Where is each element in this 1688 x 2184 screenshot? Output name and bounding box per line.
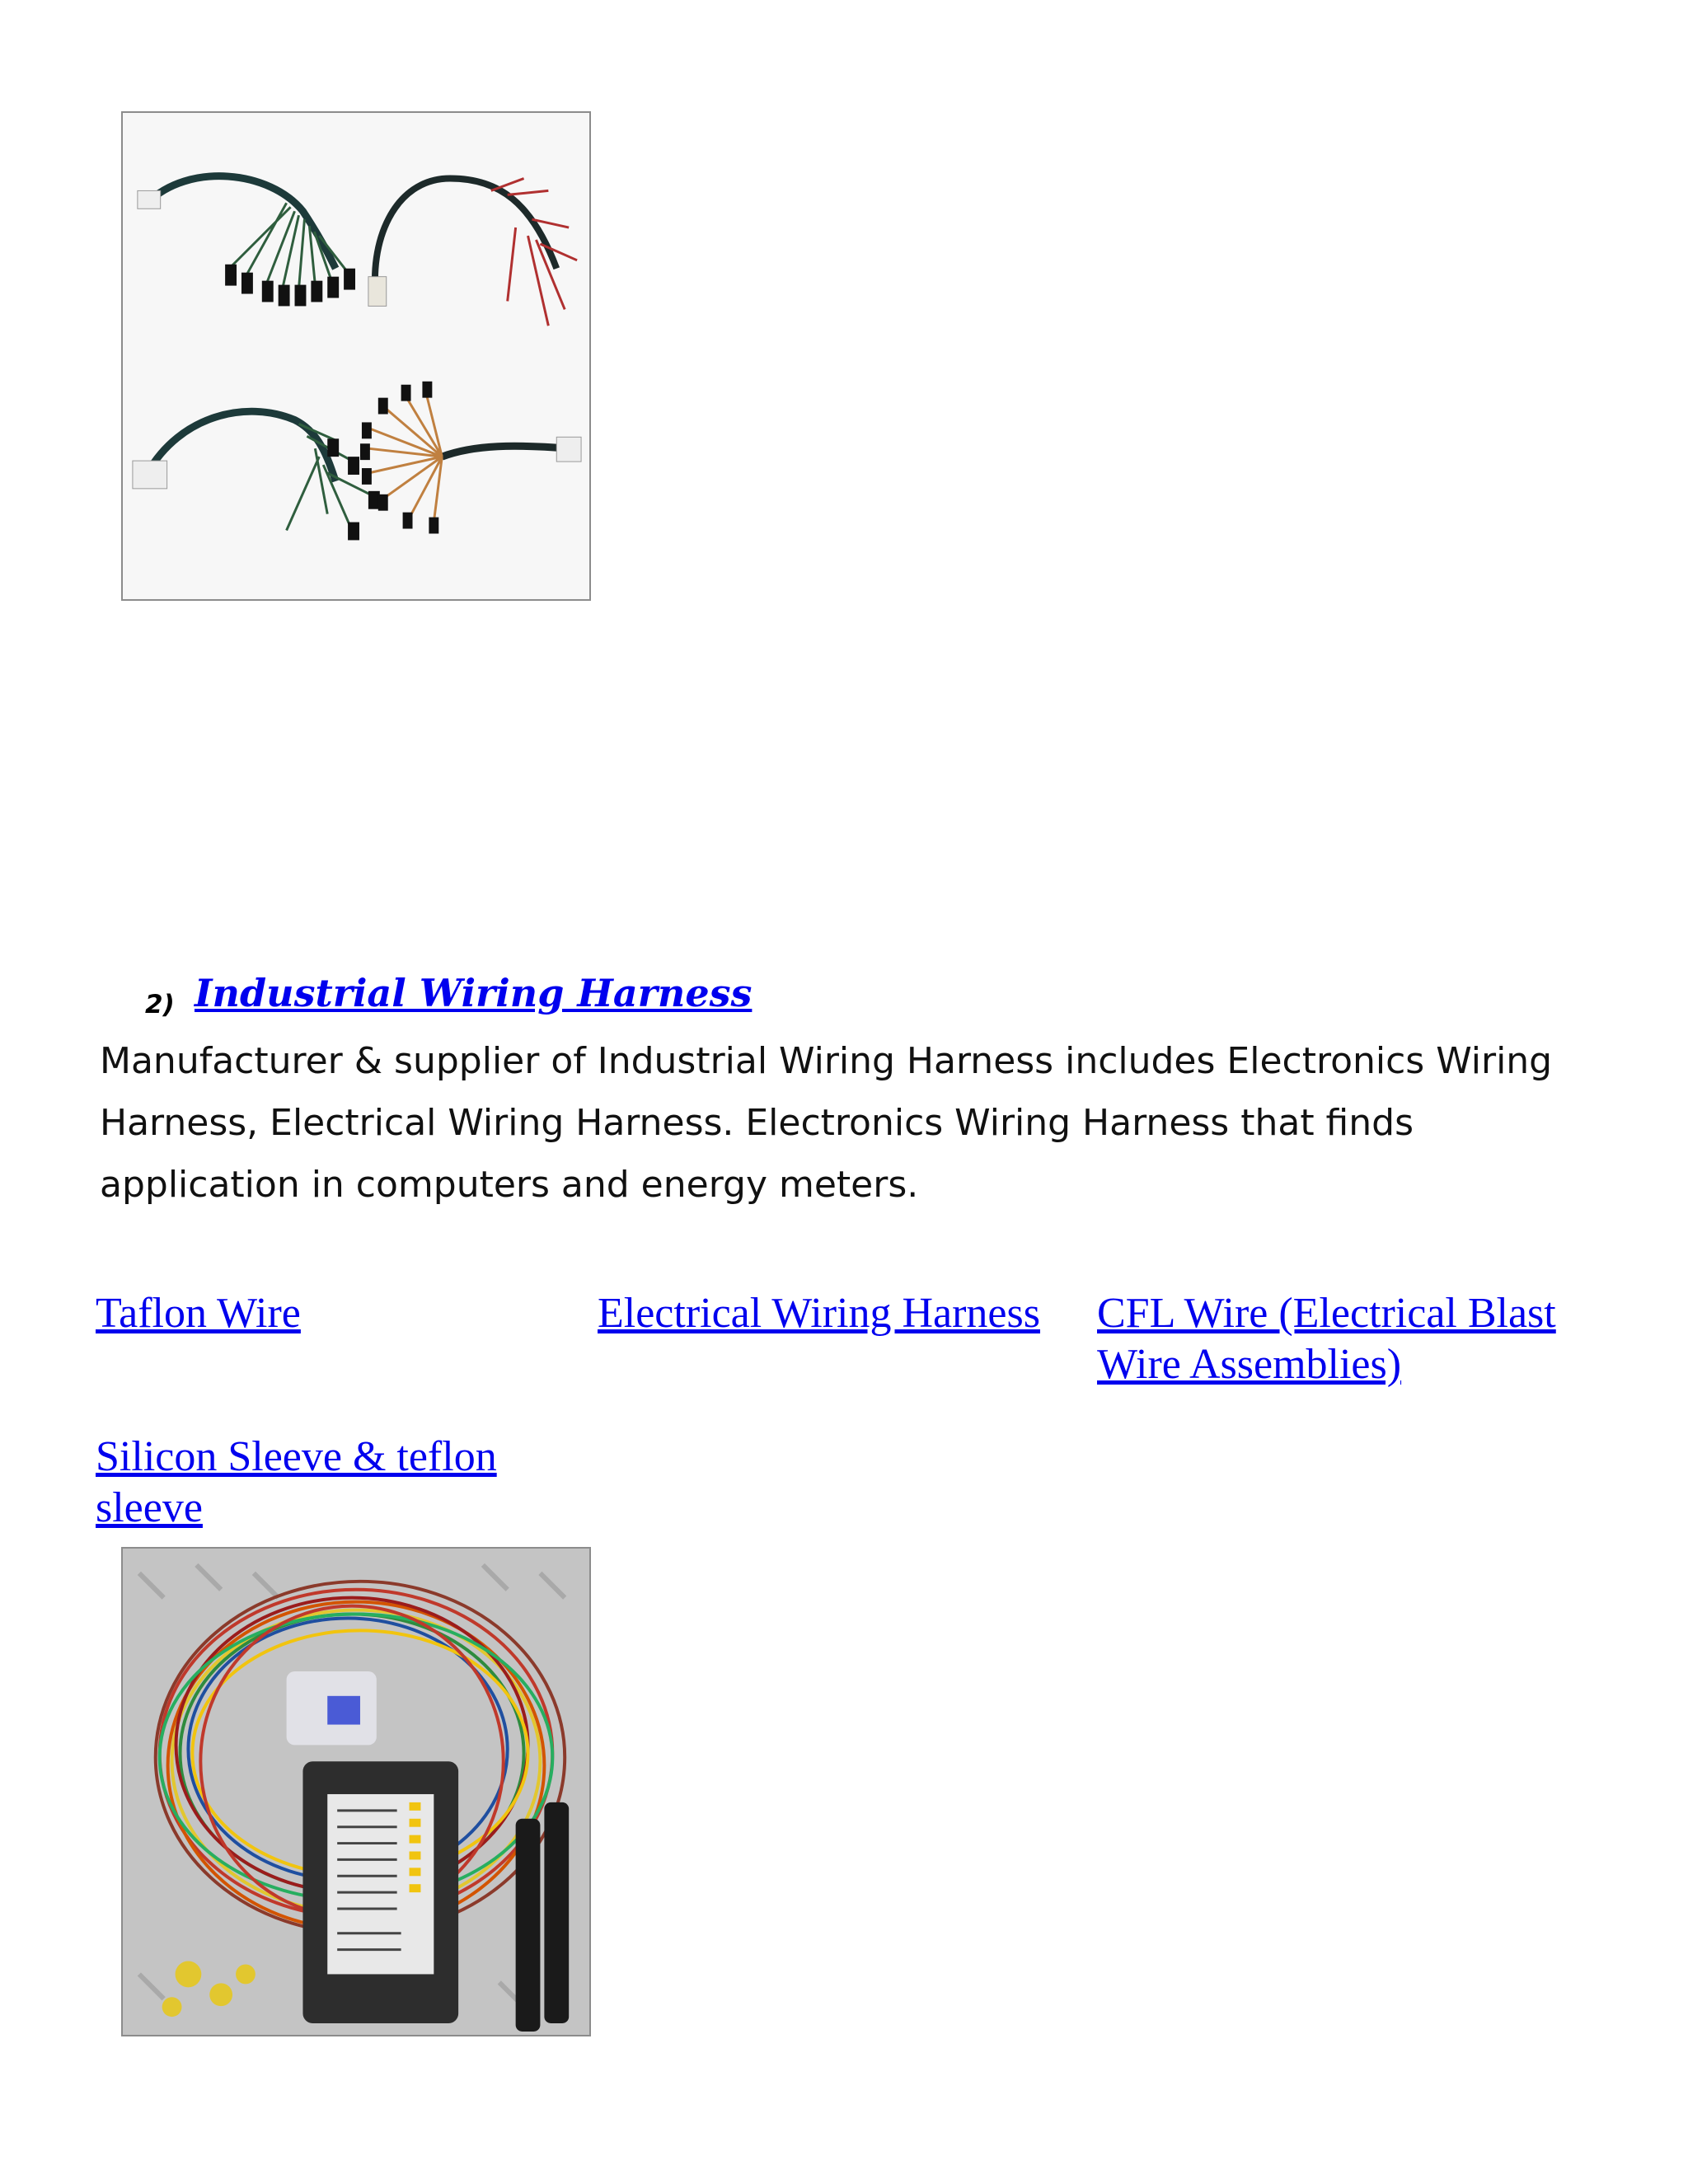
wiring-kit-illustration <box>123 1549 589 2035</box>
section-description: Manufacturer & supplier of Industrial Wiring Harness includes Electronics Wiring Harness, Electrical Wiring Harness. Electronics Wiring Harness that finds application in computers and energy meters. <box>100 1040 1553 1206</box>
wiring-harness-photo <box>121 111 591 601</box>
electrical-wiring-harness-link[interactable]: Electrical Wiring Harness <box>598 1290 1040 1337</box>
silicon-sleeve-link[interactable]: Silicon Sleeve & teflon sleeve <box>96 1433 497 1531</box>
taflon-wire-link[interactable]: Taflon Wire <box>96 1290 301 1337</box>
cfl-wire-link[interactable]: CFL Wire (Electrical Blast Wire Assemblies) <box>1097 1290 1556 1388</box>
list-number: 2) <box>145 990 175 1019</box>
wiring-kit-photo <box>121 1547 591 2036</box>
industrial-wiring-harness-link[interactable]: Industrial Wiring Harness <box>195 971 753 1015</box>
wiring-harness-illustration <box>123 113 589 599</box>
